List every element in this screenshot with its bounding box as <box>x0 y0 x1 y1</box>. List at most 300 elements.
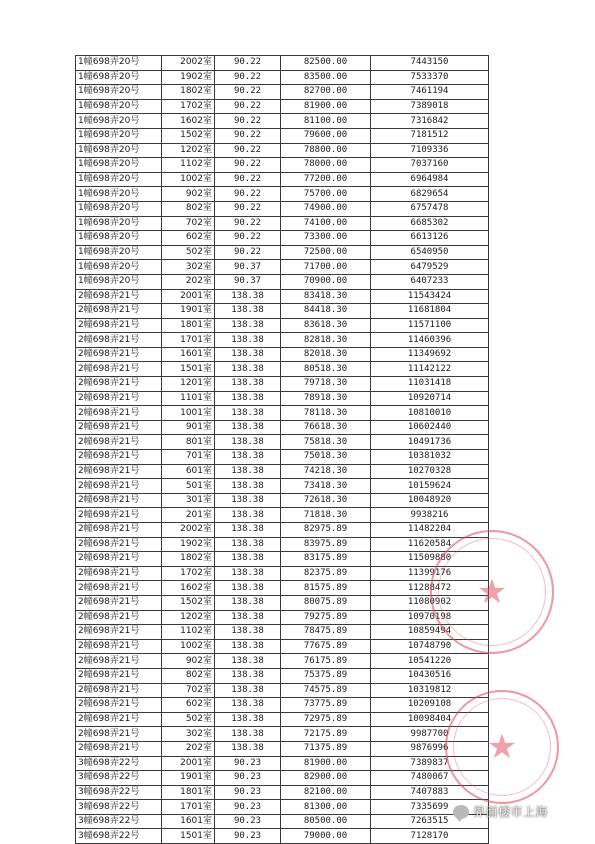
room-cell: 1601室 <box>162 814 215 829</box>
room-cell: 501室 <box>162 479 215 494</box>
building-cell: 1幢698弄20号 <box>76 172 162 187</box>
total-price-cell: 7389837 <box>371 756 489 771</box>
room-cell: 1101室 <box>162 391 215 406</box>
price-table <box>75 55 489 844</box>
table-row <box>76 347 489 362</box>
room-cell: 1602室 <box>162 581 215 596</box>
total-price-cell: 11142122 <box>371 362 489 377</box>
unit-price-cell: 82975.89 <box>281 523 371 538</box>
total-price-cell: 11460396 <box>371 333 489 348</box>
room-cell: 1202室 <box>162 610 215 625</box>
unit-price-cell: 77675.89 <box>281 639 371 654</box>
building-cell: 2幢698弄21号 <box>76 289 162 304</box>
table-row <box>76 741 489 756</box>
total-price-cell: 7181512 <box>371 128 489 143</box>
area-cell: 138.38 <box>215 625 281 640</box>
unit-price-cell: 79718.30 <box>281 377 371 392</box>
area-cell: 138.38 <box>215 727 281 742</box>
area-cell: 138.38 <box>215 318 281 333</box>
total-price-cell: 10430516 <box>371 668 489 683</box>
room-cell: 201室 <box>162 508 215 523</box>
unit-price-cell: 84418.30 <box>281 304 371 319</box>
room-cell: 502室 <box>162 245 215 260</box>
room-cell: 1902室 <box>162 70 215 85</box>
building-cell: 2幢698弄21号 <box>76 464 162 479</box>
table-row <box>76 508 489 523</box>
area-cell: 138.38 <box>215 377 281 392</box>
table-row <box>76 668 489 683</box>
building-cell: 2幢698弄21号 <box>76 435 162 450</box>
unit-price-cell: 79000.00 <box>281 829 371 844</box>
table-row <box>76 114 489 129</box>
unit-price-cell: 83175.89 <box>281 552 371 567</box>
table-row <box>76 435 489 450</box>
room-cell: 601室 <box>162 464 215 479</box>
area-cell: 138.38 <box>215 406 281 421</box>
unit-price-cell: 76618.30 <box>281 420 371 435</box>
unit-price-cell: 70900.00 <box>281 274 371 289</box>
building-cell: 2幢698弄21号 <box>76 552 162 567</box>
star-icon: ★ <box>476 572 508 612</box>
room-cell: 2002室 <box>162 523 215 538</box>
total-price-cell: 7128170 <box>371 829 489 844</box>
unit-price-cell: 80518.30 <box>281 362 371 377</box>
building-cell: 2幢698弄21号 <box>76 493 162 508</box>
total-price-cell: 10748790 <box>371 639 489 654</box>
table-row <box>76 70 489 85</box>
area-cell: 138.38 <box>215 450 281 465</box>
room-cell: 2001室 <box>162 289 215 304</box>
unit-price-cell: 82700.00 <box>281 85 371 100</box>
unit-price-cell: 83975.89 <box>281 537 371 552</box>
table-row <box>76 318 489 333</box>
room-cell: 702室 <box>162 683 215 698</box>
total-price-cell: 7389018 <box>371 99 489 114</box>
area-cell: 138.38 <box>215 523 281 538</box>
room-cell: 702室 <box>162 216 215 231</box>
building-cell: 2幢698弄21号 <box>76 727 162 742</box>
building-cell: 1幢698弄20号 <box>76 158 162 173</box>
room-cell: 901室 <box>162 420 215 435</box>
total-price-cell: 6757478 <box>371 201 489 216</box>
table-row <box>76 85 489 100</box>
room-cell: 202室 <box>162 274 215 289</box>
unit-price-cell: 81900.00 <box>281 99 371 114</box>
table-row <box>76 712 489 727</box>
building-cell: 2幢698弄21号 <box>76 712 162 727</box>
table-row <box>76 333 489 348</box>
building-cell: 1幢698弄20号 <box>76 114 162 129</box>
area-cell: 90.22 <box>215 99 281 114</box>
room-cell: 1102室 <box>162 158 215 173</box>
table-row <box>76 537 489 552</box>
building-cell: 2幢698弄21号 <box>76 698 162 713</box>
building-cell: 3幢698弄22号 <box>76 771 162 786</box>
room-cell: 1502室 <box>162 595 215 610</box>
room-cell: 1801室 <box>162 318 215 333</box>
table-row <box>76 479 489 494</box>
total-price-cell: 7480067 <box>371 771 489 786</box>
table-row <box>76 625 489 640</box>
room-cell: 1801室 <box>162 785 215 800</box>
building-cell: 1幢698弄20号 <box>76 143 162 158</box>
room-cell: 1901室 <box>162 771 215 786</box>
building-cell: 2幢698弄21号 <box>76 479 162 494</box>
unit-price-cell: 74218.30 <box>281 464 371 479</box>
unit-price-cell: 82375.89 <box>281 566 371 581</box>
building-cell: 2幢698弄21号 <box>76 581 162 596</box>
building-cell: 2幢698弄21号 <box>76 377 162 392</box>
building-cell: 1幢698弄20号 <box>76 187 162 202</box>
unit-price-cell: 78118.30 <box>281 406 371 421</box>
table-row <box>76 464 489 479</box>
area-cell: 90.23 <box>215 771 281 786</box>
area-cell: 90.22 <box>215 56 281 71</box>
total-price-cell: 6407233 <box>371 274 489 289</box>
table-row <box>76 187 489 202</box>
area-cell: 138.38 <box>215 712 281 727</box>
building-cell: 2幢698弄21号 <box>76 508 162 523</box>
total-price-cell: 7316842 <box>371 114 489 129</box>
table-row <box>76 814 489 829</box>
room-cell: 1902室 <box>162 537 215 552</box>
unit-price-cell: 79600.00 <box>281 128 371 143</box>
table-row <box>76 201 489 216</box>
area-cell: 138.38 <box>215 508 281 523</box>
area-cell: 90.22 <box>215 231 281 246</box>
area-cell: 138.38 <box>215 391 281 406</box>
area-cell: 138.38 <box>215 683 281 698</box>
room-cell: 202室 <box>162 741 215 756</box>
chat-bubble-icon <box>453 805 469 819</box>
building-cell: 2幢698弄21号 <box>76 304 162 319</box>
room-cell: 1601室 <box>162 347 215 362</box>
building-cell: 2幢698弄21号 <box>76 318 162 333</box>
table-row <box>76 304 489 319</box>
table-row <box>76 581 489 596</box>
building-cell: 1幢698弄20号 <box>76 245 162 260</box>
total-price-cell: 11399176 <box>371 566 489 581</box>
room-cell: 1702室 <box>162 566 215 581</box>
table-row <box>76 829 489 844</box>
area-cell: 138.38 <box>215 698 281 713</box>
unit-price-cell: 78000.00 <box>281 158 371 173</box>
star-icon: ★ <box>486 727 518 767</box>
building-cell: 1幢698弄20号 <box>76 70 162 85</box>
room-cell: 1202室 <box>162 143 215 158</box>
room-cell: 1602室 <box>162 114 215 129</box>
building-cell: 2幢698弄21号 <box>76 537 162 552</box>
room-cell: 2001室 <box>162 756 215 771</box>
total-price-cell: 6685302 <box>371 216 489 231</box>
total-price-cell: 10602440 <box>371 420 489 435</box>
unit-price-cell: 71375.89 <box>281 741 371 756</box>
unit-price-cell: 73418.30 <box>281 479 371 494</box>
total-price-cell: 9876996 <box>371 741 489 756</box>
unit-price-cell: 82900.00 <box>281 771 371 786</box>
total-price-cell: 11509880 <box>371 552 489 567</box>
total-price-cell: 7109336 <box>371 143 489 158</box>
unit-price-cell: 81300.00 <box>281 800 371 815</box>
table-row <box>76 785 489 800</box>
building-cell: 1幢698弄20号 <box>76 274 162 289</box>
total-price-cell: 7461194 <box>371 85 489 100</box>
total-price-cell: 7263515 <box>371 814 489 829</box>
table-row <box>76 800 489 815</box>
area-cell: 138.38 <box>215 420 281 435</box>
unit-price-cell: 82500.00 <box>281 56 371 71</box>
area-cell: 138.38 <box>215 362 281 377</box>
table-row <box>76 231 489 246</box>
area-cell: 138.38 <box>215 566 281 581</box>
company-seal-lower <box>445 690 559 804</box>
building-cell: 2幢698弄21号 <box>76 391 162 406</box>
unit-price-cell: 83418.30 <box>281 289 371 304</box>
unit-price-cell: 72500.00 <box>281 245 371 260</box>
table-row <box>76 216 489 231</box>
area-cell: 138.38 <box>215 741 281 756</box>
table-row <box>76 493 489 508</box>
total-price-cell: 10098404 <box>371 712 489 727</box>
building-cell: 1幢698弄20号 <box>76 99 162 114</box>
unit-price-cell: 73300.00 <box>281 231 371 246</box>
total-price-cell: 6479529 <box>371 260 489 275</box>
area-cell: 90.22 <box>215 172 281 187</box>
area-cell: 90.23 <box>215 800 281 815</box>
total-price-cell: 10859494 <box>371 625 489 640</box>
table-row <box>76 99 489 114</box>
total-price-cell: 11681804 <box>371 304 489 319</box>
area-cell: 90.22 <box>215 201 281 216</box>
area-cell: 90.22 <box>215 216 281 231</box>
room-cell: 802室 <box>162 668 215 683</box>
total-price-cell: 10319812 <box>371 683 489 698</box>
area-cell: 138.38 <box>215 464 281 479</box>
area-cell: 138.38 <box>215 479 281 494</box>
building-cell: 1幢698弄20号 <box>76 231 162 246</box>
table-row <box>76 654 489 669</box>
building-cell: 1幢698弄20号 <box>76 128 162 143</box>
area-cell: 138.38 <box>215 347 281 362</box>
area-cell: 138.38 <box>215 537 281 552</box>
room-cell: 902室 <box>162 654 215 669</box>
unit-price-cell: 78475.89 <box>281 625 371 640</box>
total-price-cell: 10048920 <box>371 493 489 508</box>
room-cell: 1201室 <box>162 377 215 392</box>
room-cell: 1901室 <box>162 304 215 319</box>
unit-price-cell: 75700.00 <box>281 187 371 202</box>
unit-price-cell: 76175.89 <box>281 654 371 669</box>
room-cell: 302室 <box>162 260 215 275</box>
building-cell: 2幢698弄21号 <box>76 625 162 640</box>
building-cell: 3幢698弄22号 <box>76 814 162 829</box>
room-cell: 1802室 <box>162 552 215 567</box>
area-cell: 138.38 <box>215 304 281 319</box>
total-price-cell: 11571100 <box>371 318 489 333</box>
table-row <box>76 450 489 465</box>
total-price-cell: 10209108 <box>371 698 489 713</box>
building-cell: 1幢698弄20号 <box>76 56 162 71</box>
table-row <box>76 771 489 786</box>
total-price-cell: 10381032 <box>371 450 489 465</box>
room-cell: 2002室 <box>162 56 215 71</box>
building-cell: 2幢698弄21号 <box>76 333 162 348</box>
area-cell: 138.38 <box>215 333 281 348</box>
unit-price-cell: 82100.00 <box>281 785 371 800</box>
table-row <box>76 377 489 392</box>
unit-price-cell: 82018.30 <box>281 347 371 362</box>
total-price-cell: 10810010 <box>371 406 489 421</box>
table-row <box>76 362 489 377</box>
total-price-cell: 6964984 <box>371 172 489 187</box>
room-cell: 1001室 <box>162 406 215 421</box>
table-row <box>76 552 489 567</box>
building-cell: 3幢698弄22号 <box>76 785 162 800</box>
table-row <box>76 245 489 260</box>
area-cell: 90.22 <box>215 187 281 202</box>
area-cell: 138.38 <box>215 552 281 567</box>
room-cell: 1002室 <box>162 639 215 654</box>
unit-price-cell: 71700.00 <box>281 260 371 275</box>
total-price-cell: 6613126 <box>371 231 489 246</box>
building-cell: 1幢698弄20号 <box>76 201 162 216</box>
area-cell: 138.38 <box>215 289 281 304</box>
total-price-cell: 10491736 <box>371 435 489 450</box>
table-row <box>76 274 489 289</box>
unit-price-cell: 75818.30 <box>281 435 371 450</box>
total-price-cell: 9938216 <box>371 508 489 523</box>
total-price-cell: 7037160 <box>371 158 489 173</box>
unit-price-cell: 74100.00 <box>281 216 371 231</box>
table-row <box>76 143 489 158</box>
unit-price-cell: 78918.30 <box>281 391 371 406</box>
area-cell: 138.38 <box>215 581 281 596</box>
room-cell: 1102室 <box>162 625 215 640</box>
total-price-cell: 7407883 <box>371 785 489 800</box>
unit-price-cell: 78800.00 <box>281 143 371 158</box>
total-price-cell: 11080902 <box>371 595 489 610</box>
total-price-cell: 11482204 <box>371 523 489 538</box>
company-seal-upper <box>430 530 554 654</box>
building-cell: 2幢698弄21号 <box>76 639 162 654</box>
building-cell: 1幢698弄20号 <box>76 260 162 275</box>
building-cell: 2幢698弄21号 <box>76 347 162 362</box>
table-row <box>76 128 489 143</box>
building-cell: 2幢698弄21号 <box>76 566 162 581</box>
building-cell: 2幢698弄21号 <box>76 668 162 683</box>
total-price-cell: 11031418 <box>371 377 489 392</box>
table-row <box>76 406 489 421</box>
building-cell: 2幢698弄21号 <box>76 420 162 435</box>
total-price-cell: 10541220 <box>371 654 489 669</box>
unit-price-cell: 81100.00 <box>281 114 371 129</box>
unit-price-cell: 80500.00 <box>281 814 371 829</box>
building-cell: 2幢698弄21号 <box>76 406 162 421</box>
price-table-body <box>76 56 489 844</box>
area-cell: 138.38 <box>215 654 281 669</box>
table-row <box>76 172 489 187</box>
table-row <box>76 566 489 581</box>
unit-price-cell: 82818.30 <box>281 333 371 348</box>
total-price-cell: 6829654 <box>371 187 489 202</box>
building-cell: 2幢698弄21号 <box>76 450 162 465</box>
unit-price-cell: 74575.89 <box>281 683 371 698</box>
source-watermark <box>453 803 548 820</box>
area-cell: 90.22 <box>215 85 281 100</box>
unit-price-cell: 75375.89 <box>281 668 371 683</box>
unit-price-cell: 83618.30 <box>281 318 371 333</box>
total-price-cell: 11288472 <box>371 581 489 596</box>
area-cell: 138.38 <box>215 668 281 683</box>
area-cell: 138.38 <box>215 493 281 508</box>
area-cell: 90.22 <box>215 114 281 129</box>
room-cell: 1701室 <box>162 333 215 348</box>
room-cell: 602室 <box>162 698 215 713</box>
watermark-text: 界面楼市上海 <box>473 805 549 819</box>
building-cell: 1幢698弄20号 <box>76 85 162 100</box>
building-cell: 3幢698弄22号 <box>76 756 162 771</box>
building-cell: 2幢698弄21号 <box>76 362 162 377</box>
table-row <box>76 158 489 173</box>
table-row <box>76 56 489 71</box>
area-cell: 90.22 <box>215 245 281 260</box>
building-cell: 2幢698弄21号 <box>76 654 162 669</box>
table-row <box>76 639 489 654</box>
area-cell: 90.23 <box>215 829 281 844</box>
area-cell: 138.38 <box>215 435 281 450</box>
room-cell: 502室 <box>162 712 215 727</box>
total-price-cell: 10970198 <box>371 610 489 625</box>
building-cell: 3幢698弄22号 <box>76 800 162 815</box>
room-cell: 302室 <box>162 727 215 742</box>
unit-price-cell: 80075.89 <box>281 595 371 610</box>
building-cell: 1幢698弄20号 <box>76 216 162 231</box>
room-cell: 1701室 <box>162 800 215 815</box>
unit-price-cell: 72618.30 <box>281 493 371 508</box>
room-cell: 1502室 <box>162 128 215 143</box>
unit-price-cell: 79275.89 <box>281 610 371 625</box>
unit-price-cell: 73775.89 <box>281 698 371 713</box>
area-cell: 90.23 <box>215 814 281 829</box>
unit-price-cell: 72975.89 <box>281 712 371 727</box>
room-cell: 801室 <box>162 435 215 450</box>
area-cell: 90.37 <box>215 274 281 289</box>
total-price-cell: 11543424 <box>371 289 489 304</box>
unit-price-cell: 81575.89 <box>281 581 371 596</box>
building-cell: 3幢698弄22号 <box>76 829 162 844</box>
room-cell: 1002室 <box>162 172 215 187</box>
area-cell: 90.23 <box>215 756 281 771</box>
table-row <box>76 289 489 304</box>
area-cell: 90.22 <box>215 158 281 173</box>
room-cell: 301室 <box>162 493 215 508</box>
table-row <box>76 756 489 771</box>
area-cell: 90.22 <box>215 70 281 85</box>
unit-price-cell: 77200.00 <box>281 172 371 187</box>
building-cell: 2幢698弄21号 <box>76 595 162 610</box>
total-price-cell: 6540950 <box>371 245 489 260</box>
table-row <box>76 420 489 435</box>
room-cell: 802室 <box>162 201 215 216</box>
unit-price-cell: 71818.30 <box>281 508 371 523</box>
total-price-cell: 10270328 <box>371 464 489 479</box>
total-price-cell: 10920714 <box>371 391 489 406</box>
building-cell: 2幢698弄21号 <box>76 741 162 756</box>
table-row <box>76 260 489 275</box>
price-list-sheet <box>75 55 488 844</box>
area-cell: 90.37 <box>215 260 281 275</box>
area-cell: 138.38 <box>215 595 281 610</box>
